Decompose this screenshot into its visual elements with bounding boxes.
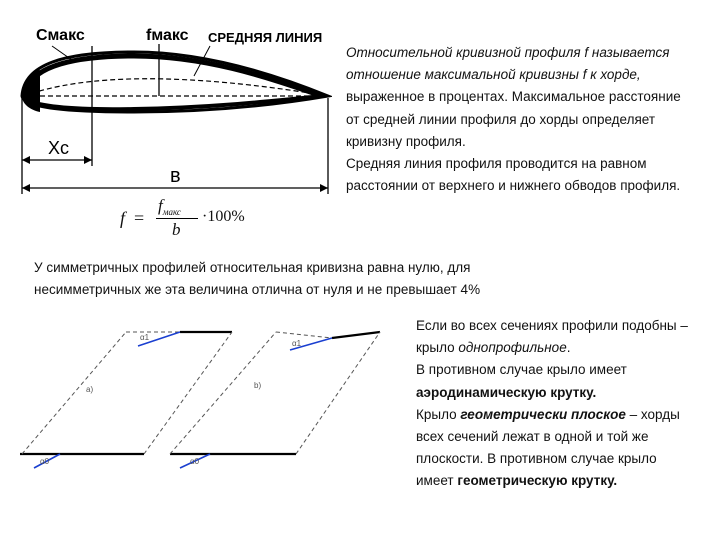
label-c-max: Смакс bbox=[36, 27, 85, 44]
formula-lhs: f bbox=[120, 208, 126, 228]
definition-term: Относительной кривизной профиля f bbox=[346, 45, 589, 60]
definition-paragraph bbox=[346, 42, 688, 197]
panel-a-top-angle: α1 bbox=[140, 333, 150, 342]
label-mean-line: СРЕДНЯЯ ЛИНИЯ bbox=[208, 30, 323, 45]
wing-twist-diagram bbox=[14, 318, 404, 478]
symmetric-note bbox=[34, 257, 694, 301]
panel-a-label: a) bbox=[86, 385, 94, 394]
label-f-max: fмакс bbox=[146, 27, 189, 44]
formula-numerator: $f_{макс}$ bbox=[158, 196, 181, 218]
aero-twist-term: аэродинамическую крутку. bbox=[416, 384, 597, 400]
wing-panel-b bbox=[170, 332, 380, 468]
panel-a-bottom-angle: α0 bbox=[40, 457, 50, 466]
symmetric-note-line-1: У симметричных профилей относительная кривизна равна нулю, для bbox=[34, 260, 471, 275]
geometric-twist-term: геометрическую крутку. bbox=[457, 473, 618, 489]
formula-multiplier: ·100% bbox=[202, 208, 245, 225]
formula-denominator: b bbox=[172, 220, 181, 239]
panel-b-bottom-angle: α0 bbox=[190, 457, 200, 466]
definition-text-2: Средняя линия профиля проводится на равном расстоянии от верхнего и нижнего обводов профиля. bbox=[346, 156, 681, 194]
panel-b-label: b) bbox=[254, 381, 262, 390]
panel-b-top-angle: α1 bbox=[292, 339, 302, 348]
twist-paragraph: Если во всех сечениях профили подобны – крыло однопрофильное. В противном случае крыло имеет аэродинамическую крутку. Крыло геометрически плоское – хорды всех сечений лежат в одной и той же плоскости. В противном случае крыло имеет геометрическую крутку. bbox=[416, 318, 688, 489]
single-profile-text: Если во всех сечениях профили подобны – крыло bbox=[416, 318, 688, 356]
aero-twist-text: В противном случае крыло имеет bbox=[416, 362, 627, 378]
flat-wing-text: Крыло bbox=[416, 406, 461, 422]
relative-camber-formula: f = $f_{макс}$ b ·100% bbox=[120, 196, 245, 239]
label-chord-b: в bbox=[170, 165, 181, 187]
airfoil-diagram bbox=[14, 16, 332, 202]
flat-wing-term: геометрически плоское bbox=[460, 406, 626, 422]
single-profile-term: однопрофильное bbox=[458, 340, 567, 356]
flat-wing-description: – хорды всех сечений лежат в одной и той же плоскости. В противном случае крыло имеет bbox=[416, 406, 680, 489]
symmetric-note-line-2: несимметричных же эта величина отлична от нуля и не превышает 4% bbox=[34, 282, 481, 298]
definition-text-1: выраженное в процентах. Максимальное расстояние от средней линии профиля до хорды определяет кривизну профиля. bbox=[346, 89, 681, 149]
definition-italic: называется отношение максимальной кривизны f к хорде, bbox=[346, 45, 670, 83]
wing-panel-a bbox=[20, 332, 232, 468]
label-xc: Хс bbox=[48, 138, 70, 158]
